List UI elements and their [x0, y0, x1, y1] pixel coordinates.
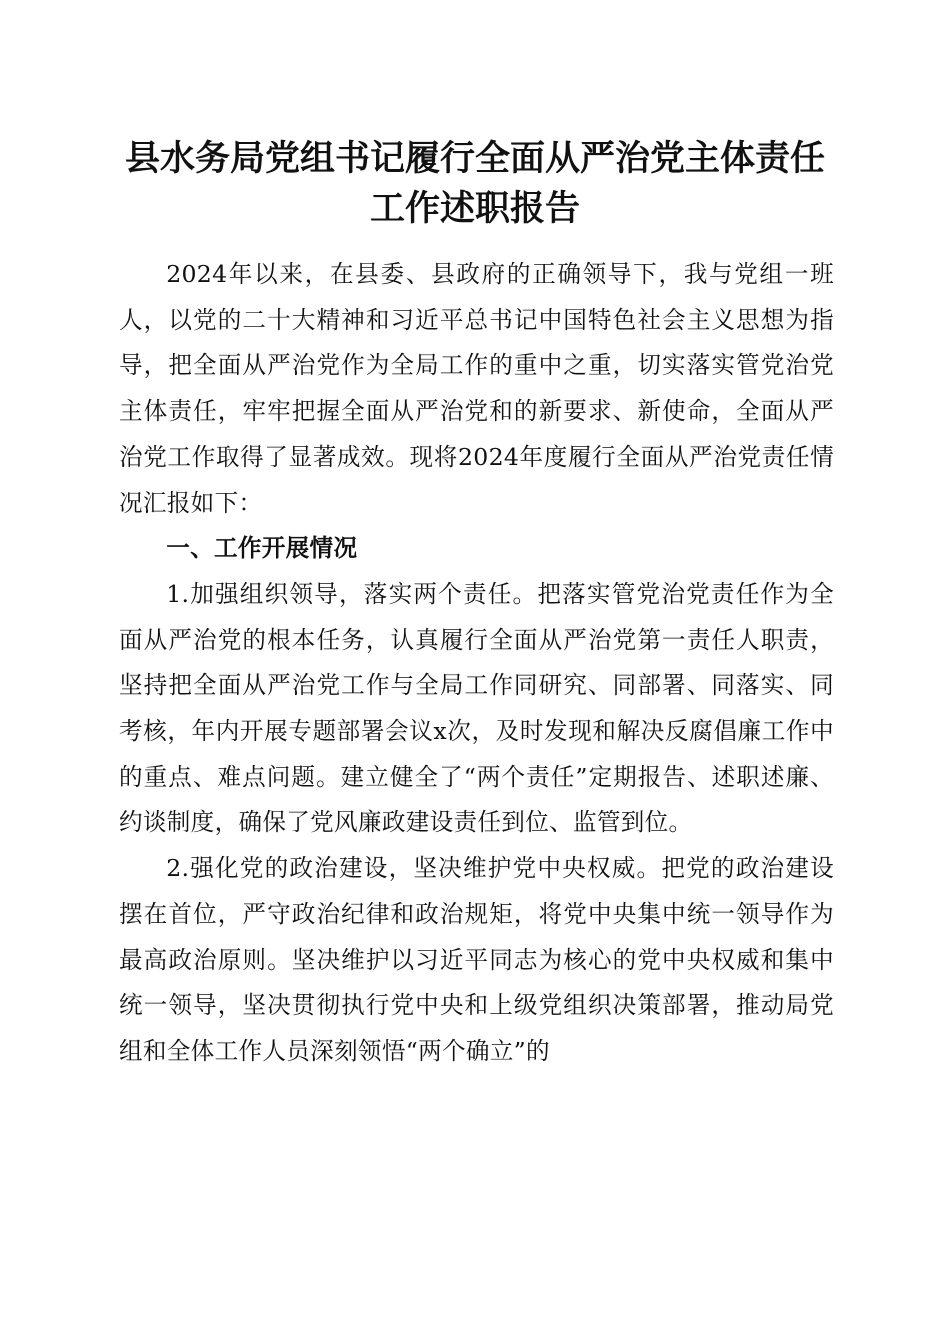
section-heading: 一、工作开展情况	[166, 534, 358, 563]
title-line-2: 工作述职报告	[369, 189, 580, 229]
item-1-paragraph: 1.加强组织领导，落实两个责任。把落实管党治党责任作为全面从严治党的根本任务，认真履行全面从严治党第一责任人职责，坚持把全面从严治党工作与全局工作同研究、同部署、同落实、同考核，年内开展专题部署会议x次，及时发现和解决反腐倡廉工作中的重点、难点问题。建立健全了“两个责任”定期报告、述职述廉、约谈制度，确保了党风廉政建设责任到位、监管到位。	[119, 579, 834, 837]
document-body	[119, 252, 834, 1075]
title-line-1: 县水务局党组书记履行全面从严治党主体责任	[124, 139, 825, 179]
item-2-paragraph: 2.强化党的政治建设，坚决维护党中央权威。把党的政治建设摆在首位，严守政治纪律和政治规矩，将党中央集中统一领导作为最高政治原则。坚决维护以习近平同志为核心的党中央权威和集中统一领导，坚决贯彻执行党中央和上级党组织决策部署，推动局党组和全体工作人员深刻领悟“两个确立”的	[119, 854, 834, 1065]
document-title	[0, 134, 950, 234]
intro-paragraph: 2024年以来，在县委、县政府的正确领导下，我与党组一班人，以党的二十大精神和习近平总书记中国特色社会主义思想为指导，把全面从严治党作为全局工作的重中之重，切实落实管党治党主体责任，牢牢把握全面从严治党和的新要求、新使命，全面从严治党工作取得了显著成效。现将2024年度履行全面从严治党责任情况汇报如下：	[119, 260, 834, 517]
